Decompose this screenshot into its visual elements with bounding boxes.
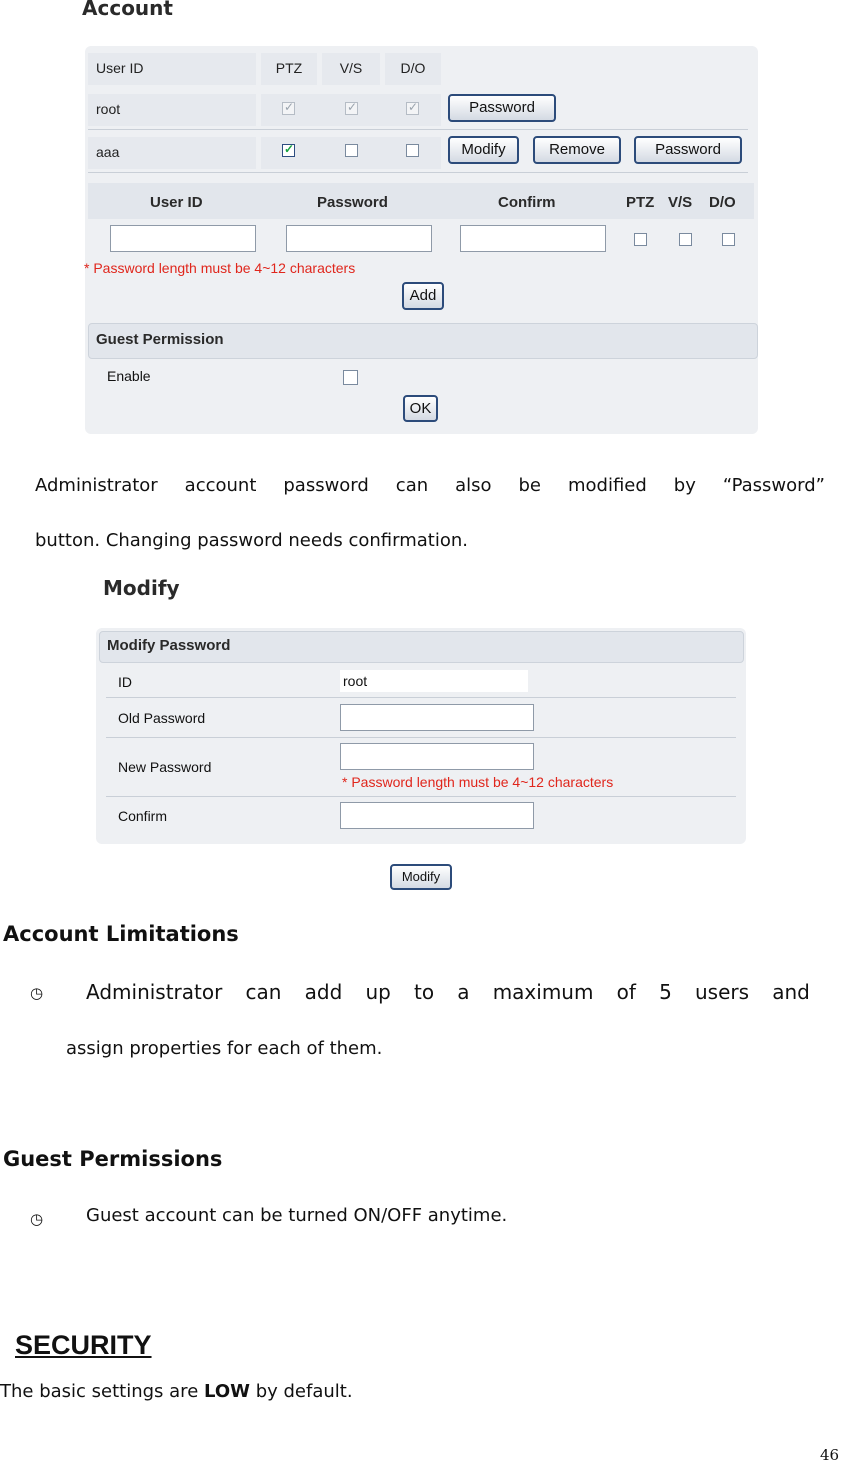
- table-row-user-id: root: [88, 94, 256, 126]
- new-password-input[interactable]: [340, 743, 534, 770]
- word: of: [616, 980, 636, 1004]
- check-icon: ✓: [283, 142, 295, 156]
- old-password-label: Old Password: [118, 710, 206, 726]
- aaa-do-checkbox[interactable]: [406, 144, 419, 157]
- aaa-vs-checkbox[interactable]: [345, 144, 358, 157]
- add-header-confirm: Confirm: [498, 194, 556, 211]
- check-icon: ✓: [407, 100, 419, 114]
- add-header-ptz: PTZ: [626, 194, 655, 211]
- col-header-ptz: PTZ: [261, 53, 317, 85]
- ok-button[interactable]: OK: [403, 395, 438, 422]
- new-confirm-input[interactable]: [460, 225, 606, 252]
- old-password-input[interactable]: [340, 704, 534, 731]
- new-user-id-input[interactable]: [110, 225, 256, 252]
- add-header-password: Password: [317, 194, 388, 211]
- word: Administrator: [86, 980, 223, 1004]
- col-header-vs: V/S: [322, 53, 380, 85]
- modify-divider: [106, 697, 736, 698]
- clock-icon: ◷: [30, 1210, 44, 1228]
- new-vs-checkbox[interactable]: [679, 233, 692, 246]
- add-header-vs: V/S: [668, 194, 693, 211]
- new-password-input[interactable]: [286, 225, 432, 252]
- check-icon: ✓: [346, 100, 358, 114]
- guest-enable-checkbox[interactable]: [343, 370, 358, 385]
- new-ptz-checkbox[interactable]: [634, 233, 647, 246]
- para-line-1: Administrator account password can also be modified by “Password”: [35, 475, 825, 496]
- clock-icon: ◷: [30, 984, 44, 1002]
- row-divider: [88, 172, 748, 173]
- root-do-checkbox: [406, 102, 419, 115]
- modify-divider: [106, 737, 736, 738]
- para-line-2: button. Changing password needs confirmation.: [35, 530, 468, 551]
- guest-enable-label: Enable: [107, 368, 151, 384]
- add-header-do: D/O: [709, 194, 736, 211]
- security-level: LOW: [204, 1381, 250, 1402]
- guest-permissions-heading: Guest Permissions: [3, 1147, 223, 1171]
- security-text-suffix: by default.: [249, 1381, 353, 1402]
- add-header-user-id: User ID: [150, 194, 203, 211]
- word: users: [695, 980, 750, 1004]
- word: add: [304, 980, 343, 1004]
- new-do-checkbox[interactable]: [722, 233, 735, 246]
- security-heading: SECURITY: [15, 1330, 152, 1360]
- word: to: [414, 980, 435, 1004]
- row-divider: [88, 129, 748, 130]
- limitations-line-1: [86, 980, 810, 1004]
- page-number: 46: [820, 1446, 840, 1464]
- account-limitations-heading: Account Limitations: [3, 922, 239, 946]
- limitations-line-2: assign properties for each of them.: [66, 1038, 383, 1059]
- modify-divider: [106, 796, 736, 797]
- add-button[interactable]: Add: [402, 282, 444, 310]
- word: 5: [659, 980, 672, 1004]
- aaa-remove-button[interactable]: Remove: [533, 136, 621, 164]
- root-vs-checkbox: [345, 102, 358, 115]
- word: up: [365, 980, 391, 1004]
- modify-submit-button[interactable]: Modify: [390, 864, 452, 890]
- modify-section-title: Modify Password: [107, 637, 231, 654]
- security-text: [0, 1381, 353, 1402]
- modify-password-warning: * Password length must be 4~12 characters: [342, 774, 614, 790]
- aaa-ptz-checkbox[interactable]: [282, 144, 295, 157]
- root-password-button[interactable]: Password: [448, 94, 556, 122]
- modify-id-value: root: [340, 670, 528, 692]
- password-length-warning: * Password length must be 4~12 characters: [84, 260, 356, 276]
- aaa-modify-button[interactable]: Modify: [448, 136, 519, 164]
- modify-title: Modify: [103, 576, 180, 600]
- check-icon: ✓: [283, 100, 295, 114]
- col-header-user-id: User ID: [88, 53, 256, 85]
- security-text-prefix: The basic settings are: [0, 1381, 204, 1402]
- word: maximum: [492, 980, 594, 1004]
- modify-confirm-input[interactable]: [340, 802, 534, 829]
- col-header-do: D/O: [385, 53, 441, 85]
- table-row-user-id: aaa: [88, 137, 256, 169]
- account-title: Account: [82, 0, 173, 20]
- guest-permissions-bullet: Guest account can be turned ON/OFF anytime.: [86, 1205, 508, 1226]
- word: a: [457, 980, 470, 1004]
- aaa-password-button[interactable]: Password: [634, 136, 742, 164]
- root-ptz-checkbox: [282, 102, 295, 115]
- new-password-label: New Password: [118, 759, 212, 775]
- word: and: [772, 980, 810, 1004]
- modify-id-label: ID: [118, 674, 132, 690]
- guest-permission-title: Guest Permission: [96, 331, 224, 348]
- modify-confirm-label: Confirm: [118, 808, 168, 824]
- word: can: [245, 980, 282, 1004]
